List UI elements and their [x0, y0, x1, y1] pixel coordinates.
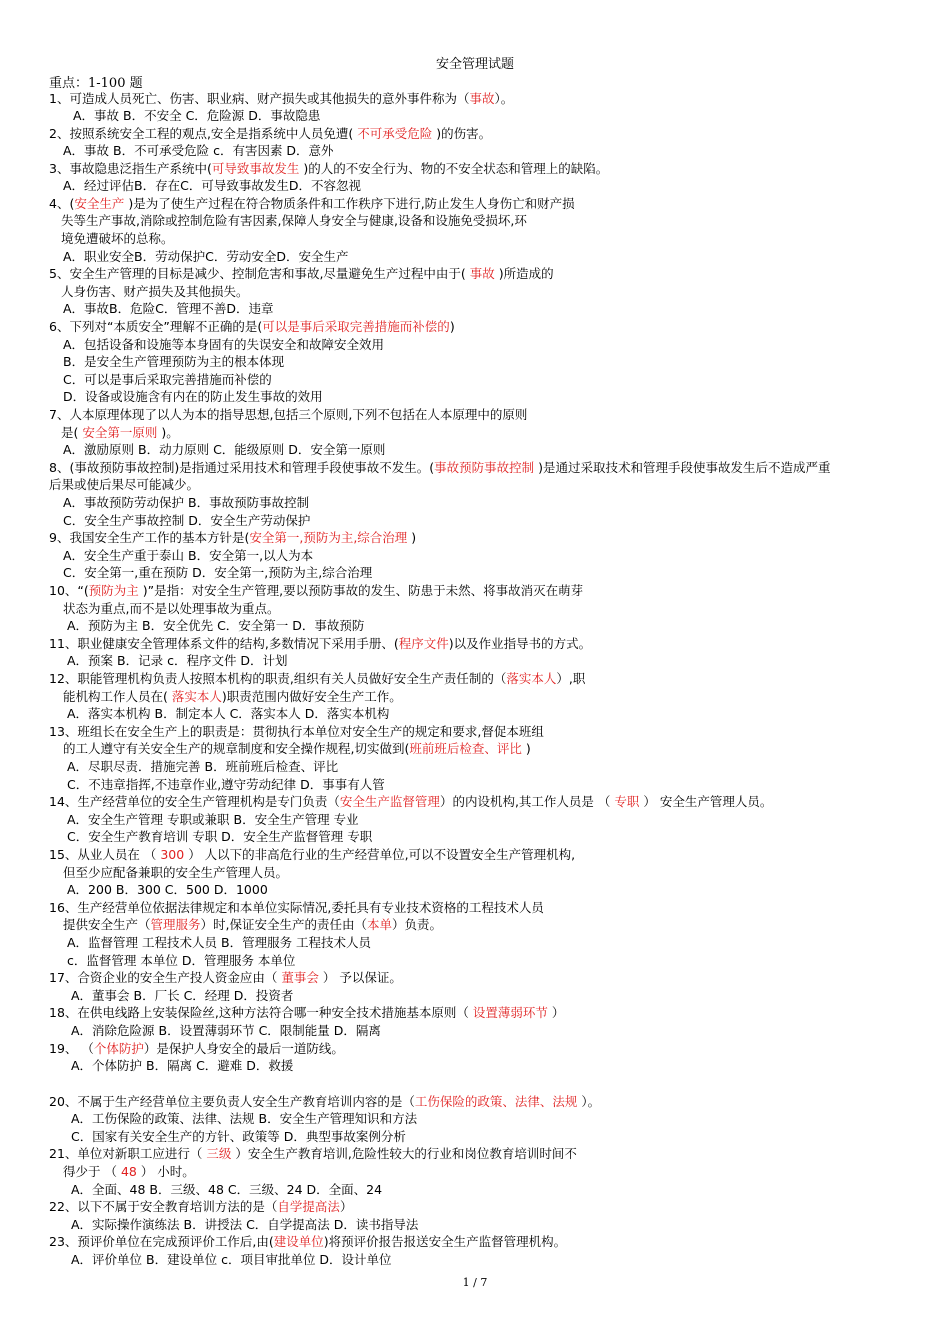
line-text: c．监督管理 本单位 D．管理服务 本单位 [67, 953, 296, 968]
text-line [49, 529, 416, 546]
text-line [49, 476, 199, 493]
line-text: A．工伤保险的政策、法律、法规 B．安全生产管理知识和方法 [71, 1111, 418, 1126]
text-line [63, 1163, 195, 1180]
line-text: ） 小时。 [136, 1164, 195, 1179]
line-text: C．不违章指挥,不违章作业,遵守劳动纪律 D．事事有人管 [67, 777, 385, 792]
line-text: ）负责。 [392, 917, 443, 932]
text-line [49, 1093, 600, 1110]
text-line [67, 758, 338, 775]
text-line [67, 776, 385, 793]
text-line [49, 723, 544, 740]
line-text: C．安全生产事故控制 D．安全生产劳动保护 [63, 513, 311, 528]
line-text: 23、预评价单位在完成预评价工作后,由( [49, 1234, 274, 1249]
line-text: 人身伤害、财产损失及其他损失。 [61, 284, 249, 299]
line-text: 20、不属于生产经营单位主要负责人安全生产教育培训内容的是（ [49, 1094, 415, 1109]
line-text: ) [407, 530, 417, 545]
line-text: A．消除危险源 B．设置薄弱环节 C．限制能量 D．隔离 [71, 1023, 381, 1038]
text-line [61, 424, 179, 441]
answer-text: 安全生产监督管理 [339, 794, 440, 809]
line-text: 3、事故隐患泛指生产系统中( [49, 161, 212, 176]
line-text: ） 人以下的非高危行业的生产经营单位,可以不设置安全生产管理机构, [184, 847, 576, 862]
text-line [63, 916, 442, 933]
text-line [67, 652, 288, 669]
text-line [63, 371, 272, 388]
text-line [71, 1216, 418, 1233]
line-text: 15、从业人员在 （ [49, 847, 161, 862]
line-text: )是为了使生产过程在符合物质条件和工作秩序下进行,防止发生人身伤亡和财产损 [124, 196, 575, 211]
line-text: A．董事会 B．厂长 C．经理 D．投资者 [71, 988, 294, 1003]
text-line [63, 512, 310, 529]
answer-text: 安全第一,预防为主,综合治理 [249, 530, 408, 545]
line-text: 18、在供电线路上安装保险丝,这种方法符合哪一种安全技术措施基本原则（ [49, 1005, 473, 1020]
answer-text: 管理服务 [150, 917, 201, 932]
text-line [49, 1040, 344, 1057]
text-line [49, 1233, 566, 1250]
line-text: A．全面、48 B．三级、48 C．三级、24 D．全面、24 [71, 1182, 383, 1197]
answer-text: 300 [160, 847, 185, 862]
answer-text: 48 [120, 1164, 137, 1179]
line-text: 境免遭破坏的总称。 [61, 231, 174, 246]
line-text: A．安全生产管理 专职或兼职 B．安全生产管理 专业 [67, 812, 359, 827]
line-text: )是通过采取技术和管理手段使事故发生后不造成严重 [534, 460, 831, 475]
line-text: 1、可造成人员死亡、伤害、职业病、财产损失或其他损失的意外事件称为（ [49, 91, 470, 106]
text-line [63, 547, 313, 564]
text-line [49, 635, 591, 652]
line-text: A．经过评估B．存在C．可导致事故发生D．不容忽视 [63, 178, 361, 193]
answer-text: 工伤保险的政策、法律、法规 [414, 1094, 578, 1109]
text-line [63, 564, 372, 581]
line-text: A．监督管理 工程技术人员 B．管理服务 工程技术人员 [67, 935, 372, 950]
text-line [63, 248, 348, 265]
page-title: 安全管理试题 [435, 57, 514, 72]
text-line [49, 90, 513, 107]
line-text: A．落实本机构 B．制定本人 C．落实本人 D．落实本机构 [67, 706, 390, 721]
text-line [67, 705, 389, 722]
line-text: ）时,保证安全生产的责任由（ [200, 917, 368, 932]
line-text: )将预评价报告报送安全生产监督管理机构。 [323, 1234, 567, 1249]
line-text: 17、合资企业的安全生产投人资金应由（ [49, 970, 282, 985]
line-text: 状态为重点,而不是以处理事故为重点。 [63, 601, 280, 616]
line-text: A．职业安全B．劳动保护C．劳动安全D．安全生产 [63, 249, 349, 264]
line-text: 能机构工作人员在( [63, 689, 172, 704]
text-line [63, 388, 323, 405]
answer-text: 事故预防事故控制 [434, 460, 535, 475]
line-text: 14、生产经营单位的安全生产管理机构是专门负责（ [49, 794, 340, 809]
text-line [49, 1004, 564, 1021]
text-line [49, 1145, 577, 1162]
text-line [71, 1128, 406, 1145]
line-text: 后果或使后果尽可能减少。 [49, 477, 200, 492]
answer-text: 董事会 [281, 970, 319, 985]
line-text: A．预案 B．记录 c．程序文件 D．计划 [67, 653, 288, 668]
text-line [49, 582, 583, 599]
line-text: )所造成的 [494, 266, 554, 281]
answer-text: 事故 [469, 266, 495, 281]
answer-text: 设置薄弱环节 [472, 1005, 548, 1020]
line-text: A．事故 B．不可承受危险 c．有害因素 D．意外 [63, 143, 334, 158]
line-text: C．安全第一,重在预防 D．安全第一,预防为主,综合治理 [63, 565, 373, 580]
answer-text: 落实本人 [171, 689, 222, 704]
text-line [73, 107, 320, 124]
text-line [63, 177, 361, 194]
line-text: 21、单位对新职工应进行（ [49, 1146, 207, 1161]
answer-text: 安全第一原则 [82, 425, 158, 440]
text-line [49, 899, 544, 916]
line-text: C．安全生产教育培训 专职 D．安全生产监督管理 专职 [67, 829, 373, 844]
text-line [63, 740, 531, 757]
answer-text: 预防为主 [88, 583, 139, 598]
line-text: ） 予以保证。 [318, 970, 402, 985]
text-line [71, 1057, 293, 1074]
line-text: 12、职能管理机构负责人按照本机构的职责,组织有关人员做好安全生产责任制的（ [49, 671, 507, 686]
line-text: ） 安全生产管理人员。 [639, 794, 773, 809]
text-line [49, 125, 491, 142]
line-text: 10、“( [49, 583, 89, 598]
text-line [61, 230, 174, 247]
answer-text: 自学提高法 [277, 1199, 340, 1214]
text-line [49, 265, 554, 282]
line-text: ）。 [577, 1094, 601, 1109]
line-text: ）。 [494, 91, 514, 106]
line-text: 失等生产事故,消除或控制危险有害因素,保障人身安全与健康,设备和设施免受损坏,环 [61, 213, 527, 228]
line-text: ） [547, 1005, 565, 1020]
text-line [49, 969, 402, 986]
answer-text: 可以是事后采取完善措施而补偿的 [262, 319, 450, 334]
answer-text: 程序文件 [398, 636, 449, 651]
text-line [67, 952, 295, 969]
text-line [49, 846, 575, 863]
text-line [61, 283, 249, 300]
line-text: A．个体防护 B．隔离 C．避难 D．救援 [71, 1058, 294, 1073]
line-text: A．包括设备和设施等本身固有的失误安全和故障安全效用 [63, 337, 385, 352]
text-line [49, 1198, 352, 1215]
answer-text: 个体防护 [93, 1041, 144, 1056]
page-number: 1 / 7 [462, 1276, 488, 1289]
line-text: 8、(事故预防事故控制)是指通过采用技术和管理手段使事故不发生。( [49, 460, 435, 475]
answer-text: 专职 [614, 794, 640, 809]
line-text: A．安全生产重于泰山 B．安全第一,以人为本 [63, 548, 314, 563]
line-text: A．尽职尽责．措施完善 B．班前班后检查、评比 [67, 759, 339, 774]
text-line [67, 934, 371, 951]
text-line [71, 1251, 392, 1268]
line-text: 13、班组长在安全生产上的职责是：贯彻执行本单位对安全生产的规定和要求,督促本班组 [49, 724, 544, 739]
line-text: C．可以是事后采取完善措施而补偿的 [63, 372, 272, 387]
line-text: D．设备或设施含有内在的防止发生事故的效用 [63, 389, 323, 404]
line-text: A．预防为主 B．安全优先 C．安全第一 D．事故预防 [67, 618, 365, 633]
answer-text: 本单 [367, 917, 393, 932]
answer-text: 可导致事故发生 [211, 161, 300, 176]
line-text: C．国家有关安全生产的方针、政策等 D．典型事故案例分析 [71, 1129, 406, 1144]
line-text: ）是保护人身安全的最后一道防线。 [143, 1041, 344, 1056]
line-text: 2、按照系统安全工程的观点,安全是指系统中人员免遭( [49, 126, 358, 141]
text-line [61, 212, 527, 229]
text-line [63, 353, 284, 370]
answer-text: 不可承受危险 [357, 126, 433, 141]
line-text: A．激励原则 B．动力原则 C．能级原则 D．安全第一原则 [63, 442, 386, 457]
line-text: A．事故预防劳动保护 B．事故预防事故控制 [63, 495, 310, 510]
text-line [71, 987, 293, 1004]
text-line [49, 793, 772, 810]
answer-text: 落实本人 [506, 671, 557, 686]
text-line [63, 600, 279, 617]
answer-text: 安全生产 [74, 196, 125, 211]
text-line [63, 142, 334, 159]
text-line [49, 406, 527, 423]
line-text: 22、以下不属于安全教育培训方法的是（ [49, 1199, 278, 1214]
text-line [63, 494, 309, 511]
text-line [67, 828, 372, 845]
line-text: A．事故B．危险C．管理不善D．违章 [63, 301, 274, 316]
line-text: 9、我国安全生产工作的基本方针是( [49, 530, 250, 545]
text-line [63, 864, 288, 881]
line-text: 提供安全生产（ [63, 917, 151, 932]
line-text: 7、人本原理体现了以人为本的指导思想,包括三个原则,下列不包括在人本原理中的原则 [49, 407, 528, 422]
text-line [71, 1110, 417, 1127]
text-line [67, 617, 364, 634]
text-line [63, 441, 385, 458]
line-text: A．评价单位 B．建设单位 c．项目审批单位 D．设计单位 [71, 1252, 392, 1267]
line-text: A．实际操作演练法 B．讲授法 C．自学提高法 D．读书指导法 [71, 1217, 419, 1232]
text-line [49, 459, 830, 476]
line-text: )职责范围内做好安全生产工作。 [221, 689, 402, 704]
answer-text: 建设单位 [273, 1234, 324, 1249]
line-text: ） [339, 1199, 353, 1214]
line-text: 是( [61, 425, 83, 440]
line-text: 但至少应配备兼职的安全生产管理人员。 [63, 865, 289, 880]
text-line [63, 336, 384, 353]
text-line [67, 811, 359, 828]
line-text: ）安全生产教育培训,危险性较大的行业和岗位教育培训时间不 [231, 1146, 577, 1161]
line-text: 19、 （ [49, 1041, 94, 1056]
line-text: A．200 B．300 C．500 D．1000 [67, 882, 268, 897]
line-text: 的工人遵守有关安全生产的规章制度和安全操作规程,切实做到( [63, 741, 410, 756]
line-text: )的人的不安全行为、物的不安全状态和管理上的缺陷。 [299, 161, 609, 176]
line-text: 6、下列对“本质安全”理解不正确的是( [49, 319, 263, 334]
line-text: 得少于 （ [63, 1164, 121, 1179]
text-line [63, 688, 402, 705]
line-text: ）的内设机构,其工作人员是 （ [439, 794, 615, 809]
line-text: B．是安全生产管理预防为主的根本体现 [63, 354, 285, 369]
focus-note: 重点：1-100 题 [49, 76, 143, 91]
text-line [49, 160, 608, 177]
text-line [49, 195, 575, 212]
answer-text: 三级 [206, 1146, 232, 1161]
text-line [63, 300, 273, 317]
answer-text: 班前班后检查、评比 [409, 741, 522, 756]
line-text: 4、( [49, 196, 75, 211]
line-text: 11、职业健康安全管理体系文件的结构,多数情况下采用手册、( [49, 636, 399, 651]
line-text: A．事故 B．不安全 C．危险源 D．事故隐患 [73, 108, 321, 123]
text-line [49, 318, 455, 335]
line-text: 16、生产经营单位依据法律规定和本单位实际情况,委托具有专业技术资格的工程技术人员 [49, 900, 544, 915]
text-line [67, 881, 268, 898]
line-text: ) [449, 319, 455, 334]
line-text: )。 [157, 425, 179, 440]
answer-text: 事故 [469, 91, 495, 106]
text-line [71, 1181, 382, 1198]
line-text: ）,职 [556, 671, 586, 686]
line-text: ) [521, 741, 531, 756]
text-line [71, 1022, 381, 1039]
line-text: 5、安全生产管理的目标是减少、控制危害和事故,尽量避免生产过程中由于( [49, 266, 470, 281]
line-text: )以及作业指导书的方式。 [448, 636, 592, 651]
line-text: )的伤害。 [432, 126, 492, 141]
text-line [49, 670, 585, 687]
line-text: )”是指：对安全生产管理,要以预防事故的发生、防患于未然、将事故消灭在萌芽 [138, 583, 584, 598]
